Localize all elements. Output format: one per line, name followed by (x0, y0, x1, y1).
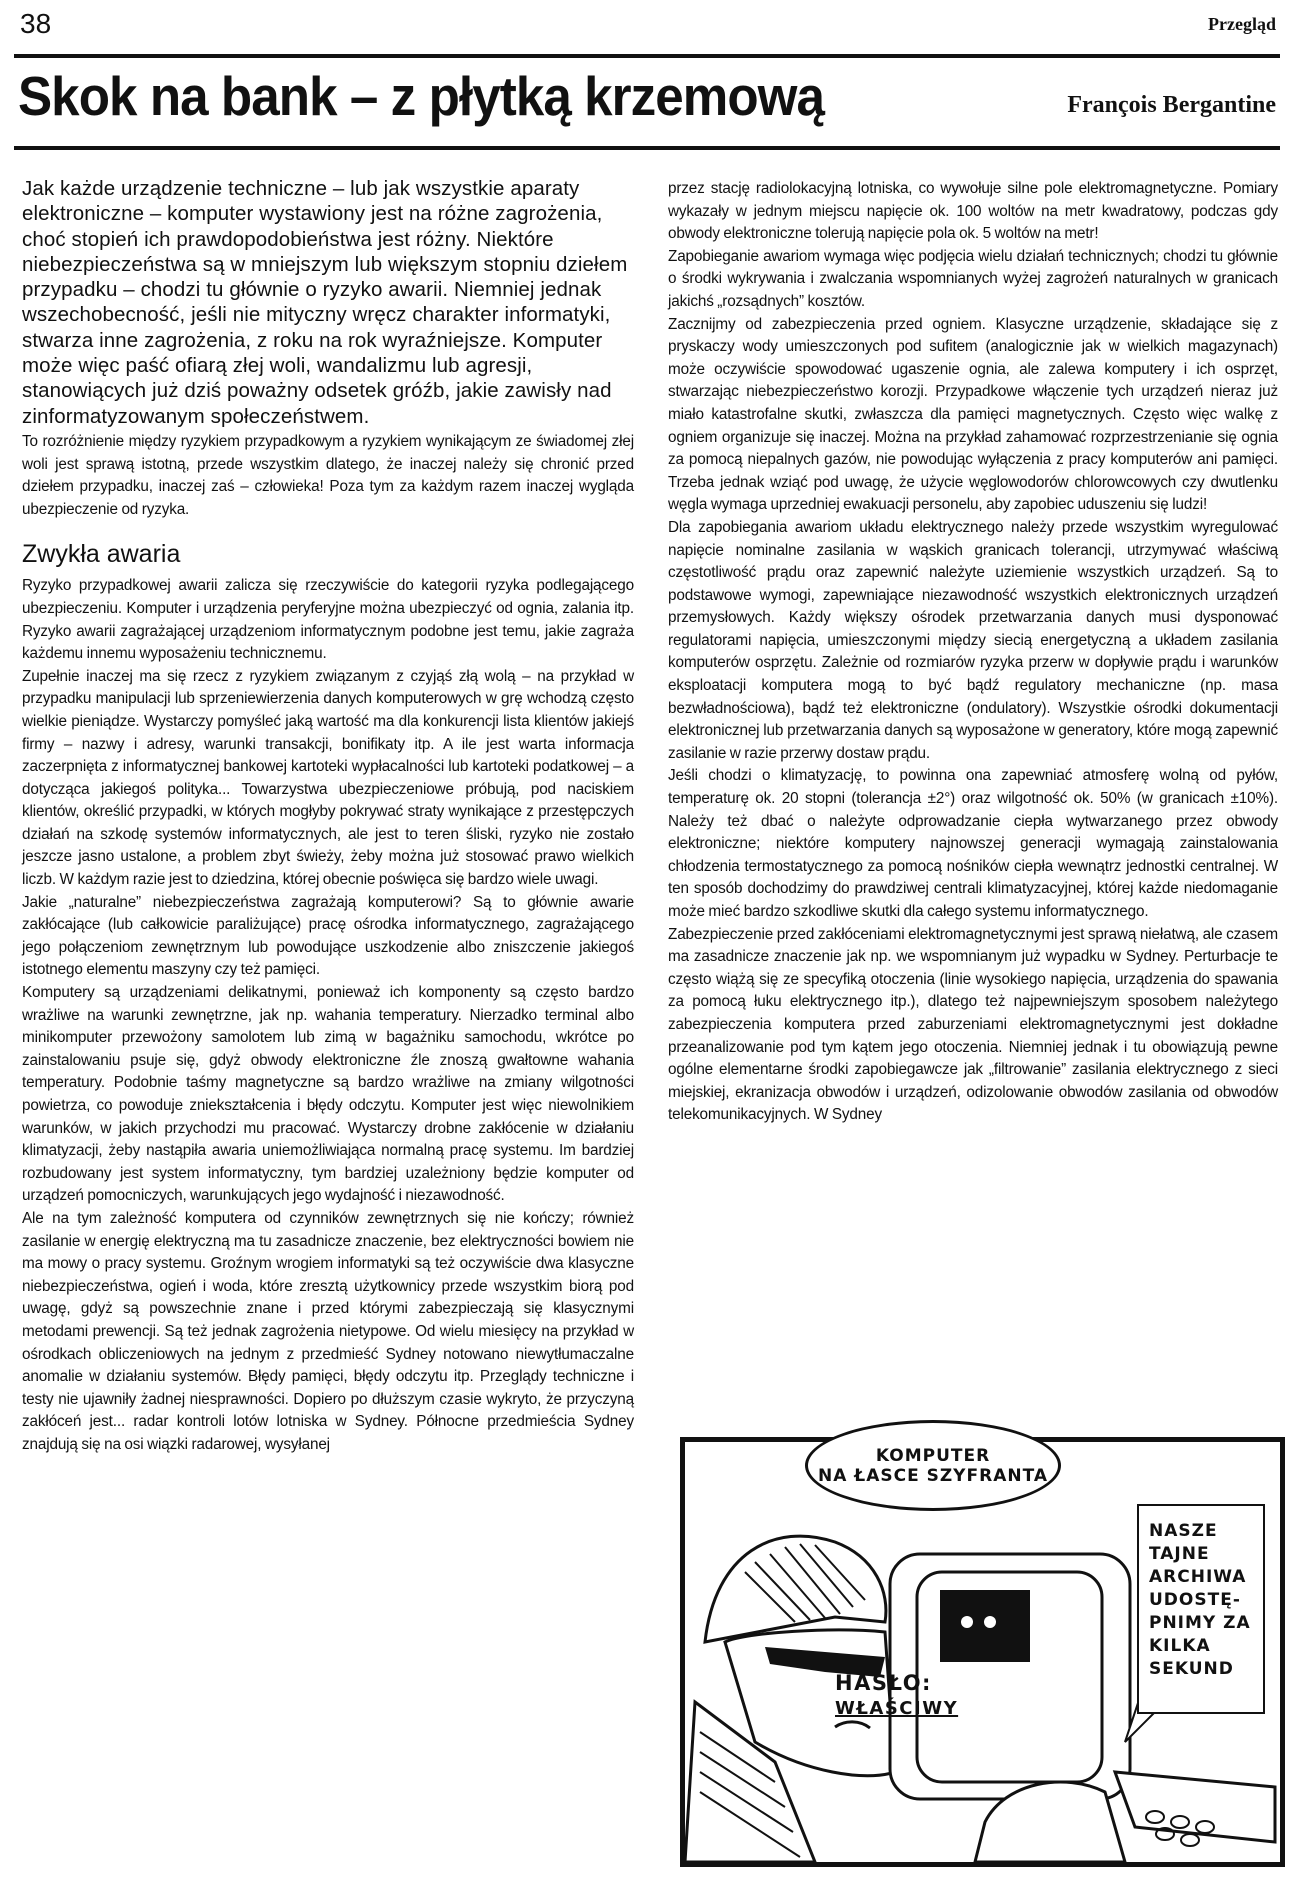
body-paragraph: Zapobieganie awariom wymaga więc podjęcia wielu działań technicznych; chodzi tu głównie o środki wykrywania i zwalczania wspomnianych wyżej zagrożeń naturalnych w granicach jakichś „rozsądnych” kosztów. (668, 247, 1278, 310)
author-byline: François Bergantine (1067, 92, 1276, 118)
intro-paragraph: To rozróżnienie między ryzykiem przypadkowym a ryzykiem wynikającym ze świadomej złej woli jest sprawą istotną, przede wszystkim dlatego, że inaczej należy się chronić przed dziełem przypadku, inaczej zaś – człowieka! Poza tym za każdym razem inaczej wygląda ubezpieczenie od ryzyka. (22, 432, 634, 518)
keyboard (1115, 1772, 1275, 1842)
speech-line: NASZE (1149, 1521, 1218, 1541)
body-paragraph: Ryzyko przypadkowej awarii zalicza się rzeczywiście do kategorii ryzyka podlegającego ubezpieczeniu. Komputer i urządzenia peryferyjne można ubezpieczyć od ognia, zalania itp. Ryzyko awarii zagrażającej urządzeniom informatycznym podobne jest temu, jakie zagraża każdemu innemu wyposażeniu technicznemu. (22, 577, 634, 663)
screen-eye-right (984, 1616, 996, 1628)
section-heading: Zwykła awaria (22, 540, 181, 569)
body-paragraph: Dla zapobiegania awariom układu elektrycznego należy przede wszystkim wyregulować napięcie nominalne zasilania w wąskich granicach tolerancji, utrzymywać właściwą częstotliwość prądu oraz zapewnić należyte uziemienie wszystkich urządzeń. Są to podstawowe wymogi, zapewniające niezawodność wszystkich elektronicznych urządzeń przemysłowych. Każdy większy ośrodek przetwarzania danych musi dysponować regulatorami napięcia, umieszczonymi między siecią energetyczną a układem zasilania komputerów osprzętu. Zależnie od rozmiarów ryzyka przerw w dopływie prądu i warunków eksploatacji komputera mogą to być bądź regulatory mechaniczne (np. masa bezwładnościowa), bądź też elektroniczne (ondulatory). Wszystkie ośrodki dokumentacji elektronicznej lub przetwarzania danych są wyposażone w generatory, które mogą zapewnić zasilanie w razie przerwy dostaw prądu. (668, 518, 1278, 762)
article-column-right (668, 178, 1278, 1127)
body-paragraph: Zabezpieczenie przed zakłóceniami elektromagnetycznymi jest sprawą niełatwą, ale czasem ma zasadnicze znaczenie jak np. we wspomnianym już wypadku w Sydney. Perturbacje te często wiążą się ze specyfiką otoczenia (linie wysokiego napięcia, urządzenia do spawania za pomocą łuku elektrycznego itp.), dlatego też najpewniejszym sposobem należytego zabezpieczenia komputera przed zaburzeniami elektromagnetycznymi jest dokładne przeanalizowanie pod tym kątem jego otoczenia. Niemniej jednak i tu obowiązują pewne ogólne elementarne środki zapobiegawcze jak „filtrowanie” zasilania elektrycznego z sieci miejskiej, ekranizacja obwodów i urządzeń, odizolowanie obwodów zasilania od obwodów telekomunikacyjnych. W Sydney (668, 925, 1278, 1124)
password-label: HASŁO: (835, 1671, 932, 1695)
speech-line: PNIMY ZA (1149, 1613, 1251, 1633)
speech-bubble (1137, 1504, 1265, 1714)
headline-rule (14, 146, 1280, 150)
body-paragraph: Zacznijmy od zabezpieczenia przed ogniem. Klasyczne urządzenie, składające się z pryskaczy wody umieszczonych pod sufitem (analogicznie jak w wielkich magazynach) może oczywiście spowodować ugaszenie ognia, ale zalewa komputery i ich osprzęt, stwarzając niebezpieczeństwo korozji. Przypadkowe włączenie tych urządzeń nieraz już miało katastrofalne skutki, zwłaszcza dla pamięci magnetycznych. Często więc walkę z ogniem organizuje się inaczej. Można na przykład zahamować rozprzestrzenianie się ognia za pomocą niepalnych gazów, nie powodując wyłączenia z pracy komputerów ani pamięci. Trzeba jednak wziąć pod uwagę, że użycie węglowodorów chlorowcowych czy dwutlenku węgla wymaga uprzedniej ewakuacji personelu, aby zapobiec uduszeniu się ludzi! (668, 315, 1278, 514)
monitor-text (835, 1670, 1005, 1722)
body-paragraph: Komputery są urządzeniami delikatnymi, ponieważ ich komponenty są często bardzo wrażliwe na warunki zewnętrzne, jak np. wahania temperatury. Nierzadko terminal albo minikomputer przewożony samolotem lub zimą w bagażniku samochodu, wkrótce po zainstalowaniu psuje się, gdyż obwody elektroniczne źle znoszą gwałtowne wahania temperatury. Podobnie taśmy magnetyczne są bardzo wrażliwe na zmiany wilgotności powietrza, co powoduje zniekształcenia i błędy odczytu. Komputer jest więc niewolnikiem warunków, w jakich przychodzi mu pracować. Wystarczy drobne zakłócenie w działaniu klimatyzacji, żeby nastąpiła awaria uniemożliwiająca normalną pracę systemu. Im bardziej rozbudowany jest system informatyczny, tym bardziej uzależniony będzie komputer od urządzeń pomocniczych, warunkujących jego wydajność i niezawodność. (22, 984, 634, 1205)
cartoon-title-bubble (805, 1420, 1061, 1511)
cartoon-title-line: KOMPUTER (875, 1445, 991, 1466)
cartoon-illustration (680, 1437, 1285, 1867)
speech-line: TAJNE (1149, 1544, 1210, 1564)
body-paragraph: Jeśli chodzi o klimatyzację, to powinna ona zapewniać atmosferę wolną od pyłów, temperaturę ok. 20 stopni (tolerancja ±2°) oraz wilgotność ok. 50% (w granicach ±10%). Należy też dbać o należyte odprowadzanie ciepła wytwarzanego przez obwody elektroniczne; niektóre komputery najnowszej generacji wymagają zainstalowania chłodzenia termostatycznego za pomocą nośników ciepła wewnątrz jednostki centralnej. W ten sposób dochodzimy do prawdziwej centrali klimatyzacyjnej, której każde niedomaganie może mieć bardzo szkodliwe skutki dla całego systemu informatycznego. (668, 767, 1278, 920)
speech-line: SEKUND (1149, 1659, 1234, 1679)
speech-line: KILKA (1149, 1636, 1211, 1656)
article-column-left (22, 176, 634, 1457)
headline: Skok na bank – z płytką krzemową (18, 65, 825, 127)
speech-line: ARCHIWA (1149, 1567, 1247, 1587)
body-paragraph: przez stację radiolokacyjną lotniska, co wywołuje silne pole elektromagnetyczne. Pomiary wykazały w jednym miejscu napięcie ok. 100 woltów na metr kwadratowy, podczas gdy obwody elektroniczne tolerują napięcie pola ok. 5 woltów na metr! (668, 180, 1278, 243)
top-rule (14, 54, 1280, 58)
cartoon-title-line: NA ŁASCE SZYFRANTA (817, 1465, 1049, 1486)
screen-eye-left (961, 1616, 973, 1628)
screen-face-block (940, 1590, 1030, 1662)
hacker-hat (705, 1536, 886, 1642)
body-paragraph: Jakie „naturalne” niebezpieczeństwa zagrażają komputerowi? Są to głównie awarie zakłócające (lub całkowicie paraliżujące) pracę ośrodka informatycznego, zagrażającego jego połączeniom zewnętrznym lub powodujące uszkodzenie albo zniszczenie jakiegoś istotnego elementu maszyny czy też pamięci. (22, 893, 634, 979)
body-paragraph: Ale na tym zależność komputera od czynników zewnętrznych się nie kończy; również zasilanie w energię elektryczną ma tu zasadnicze znaczenie, bez elektryczności bowiem nie ma mowy o pracy systemu. Groźnym wrogiem informatyki są też oczywiście dwa klasyczne niebezpieczeństwa, ogień i woda, które zresztą użytkownicy przede wszystkim biorą pod uwagę, gdyż są powszechnie znane i przed którymi zabezpieczają się klasycznymi metodami prewencji. Są też jednak zagrożenia nietypowe. Od wielu miesięcy na przykład w ośrodkach obliczeniowych na jednym z przedmieść Sydney notowano niewytłumaczalne anomalie w działaniu systemów. Błędy pamięci, błędy odczytu itp. Przeglądy techniczne i testy nie ujawniły żadnej niesprawności. Dopiero po dłuższym czasie wykryto, że przyczyną zakłóceń jest... radar kontroli lotów lotniska w Sydney. Północne przedmieścia Sydney znajdują się na osi wiązki radarowej, wysyłanej (22, 1209, 634, 1453)
speech-line: UDOSTĘ- (1149, 1590, 1241, 1610)
lead-paragraph: Jak każde urządzenie techniczne – lub jak wszystkie aparaty elektroniczne – komputer wystawiony jest na różne zagrożenia, choć stopień ich prawdopodobieństwa jest różny. Niektóre niebezpieczeństwa są w mniejszym lub większym stopniu dziełem przypadku – chodzi tu głównie o ryzyko awarii. Niemniej jednak wszechobecność, jeśli nie mityczny wręcz charakter informatyki, stwarza inne zagrożenia, z roku na rok wyraźniejsze. Komputer może więc paść ofiarą złej woli, wandalizmu lub agresji, stanowiących już dziś poważny odsetek gróźb, jakie zawisły nad zinformatyzowanym społeczeństwem. (22, 177, 628, 428)
body-paragraph: Zupełnie inaczej ma się rzecz z ryzykiem związanym z czyjąś złą wolą – na przykład w przypadku manipulacji lub sprzeniewierzenia danych komputerowych w grę wchodzą często wielkie pieniądze. Wystarczy pomyśleć jaką wartość ma dla konkurencji lista klientów jakiejś firmy – nazwy i adresy, warunki transakcji, bonifikaty itp. A ile jest warta informacja zaczerpnięta z informatycznej bankowej kartoteki wypłacalności lub kartoteki podatkowej – a dotycząca jakiegoś polityka... Towarzystwa ubezpieczeniowe próbują, pod naciskiem klientów, określić przypadki, w których mogłyby pokrywać straty wynikające z przestępczych działań na szkodę systemów informatycznych, ale jest to teren śliski, ryzyko nie zostało jeszcze jasno ustalone, a problem zbyt świeży, żeby można już stosować prawo wielkich liczb. W każdym razie jest to dziedzina, której obecnie poświęca się bardzo wiele uwagi. (22, 667, 634, 889)
password-value: WŁAŚCIWY (835, 1698, 959, 1719)
magazine-name: Przegląd (1208, 14, 1276, 34)
page-number: 38 (20, 8, 52, 39)
